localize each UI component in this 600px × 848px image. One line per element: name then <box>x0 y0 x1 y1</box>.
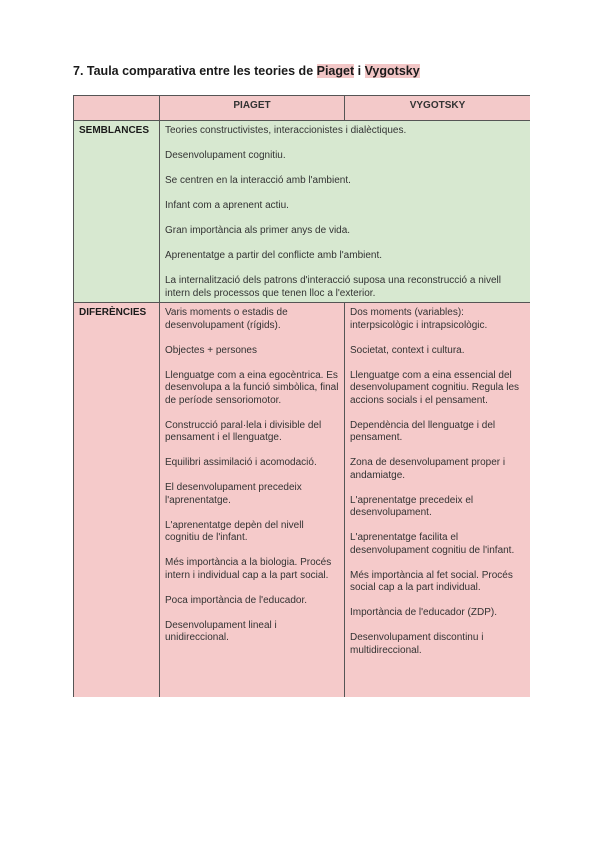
differences-label: DIFERÈNCIES <box>74 303 160 698</box>
piaget-difference-item: Construcció paral·lela i divisible del pensament i el llenguatge. <box>165 419 322 443</box>
vygotsky-difference-item: Zona de desenvolupament proper i andamiatge. <box>350 457 506 481</box>
vygotsky-difference-item: Importància de l'educador (ZDP). <box>350 607 497 618</box>
differences-piaget-cell <box>160 303 345 698</box>
page-title <box>73 64 420 78</box>
header-vygotsky: VYGOTSKY <box>345 96 531 121</box>
piaget-difference-item: Equilibri assimilació i acomodació. <box>165 457 317 468</box>
vygotsky-difference-item: L'aprenentatge precedeix el desenvolupament. <box>350 494 474 518</box>
header-empty-cell <box>74 96 160 121</box>
vygotsky-difference-item: L'aprenentatge facilita el desenvolupament cognitiu de l'infant. <box>350 532 515 556</box>
vygotsky-difference-item: Societat, context i cultura. <box>350 344 465 356</box>
similarity-item: Gran importància als primer anys de vida. <box>165 225 351 236</box>
vygotsky-difference-item: Dependència del llenguatge i del pensament. <box>350 419 496 443</box>
vygotsky-difference-item: Desenvolupament discontinu i multidireccional. <box>350 632 484 656</box>
comparison-table-viewport <box>73 95 530 697</box>
similarity-item: Aprenentatge a partir del conflicte amb l'ambient. <box>165 250 383 261</box>
similarities-row <box>74 121 531 303</box>
similarity-item: Se centren en la interacció amb l'ambient. <box>165 175 351 186</box>
piaget-difference-item: Llenguatge com a eina egocèntrica. Es desenvolupa a la funció simbòlica, final de període sensoriomotor. <box>165 369 339 406</box>
title-prefix: 7. Taula comparativa entre les teories de <box>73 64 317 78</box>
piaget-difference-item: El desenvolupament precedeix l'aprenentatge. <box>165 482 302 506</box>
piaget-difference-item: Desenvolupament lineal i unidireccional. <box>165 619 277 643</box>
similarity-item: Teories constructivistes, interaccionistes i dialèctiques. <box>165 125 407 136</box>
comparison-table <box>73 95 530 697</box>
header-piaget: PIAGET <box>160 96 345 121</box>
title-joiner: i <box>354 64 365 78</box>
vygotsky-difference-item: Llenguatge com a eina essencial del desenvolupament cognitiu. Regula les accions socials i el pensament. <box>350 369 519 406</box>
piaget-difference-item: Varis moments o estadis de desenvolupament (rígids). <box>165 307 288 331</box>
piaget-difference-item: L'aprenentatge depèn del nivell cognitiu de l'infant. <box>165 519 304 543</box>
similarity-item: Infant com a aprenent actiu. <box>165 200 289 211</box>
title-vygotsky: Vygotsky <box>364 64 420 78</box>
piaget-difference-item: Objectes + persones <box>165 344 257 356</box>
piaget-difference-item: Més importància a la biologia. Procés intern i individual cap a la part social. <box>165 557 332 581</box>
differences-row <box>74 303 531 698</box>
piaget-difference-item: Poca importància de l'educador. <box>165 594 307 606</box>
similarities-cell <box>160 121 531 303</box>
vygotsky-difference-item: Dos moments (variables): interpsicològic i intrapsicològic. <box>350 307 488 331</box>
differences-vygotsky-cell <box>345 303 531 698</box>
similarity-item: Desenvolupament cognitiu. <box>165 150 286 161</box>
vygotsky-difference-item: Més importància al fet social. Procés social cap a la part individual. <box>350 569 513 593</box>
similarity-item: La internalització dels patrons d'interacció suposa una reconstrucció a nivell intern dels processos que tenen lloc a l'exterior. <box>165 275 501 299</box>
similarities-label: SEMBLANCES <box>74 121 160 303</box>
header-row <box>74 96 531 121</box>
title-piaget: Piaget <box>316 64 355 78</box>
